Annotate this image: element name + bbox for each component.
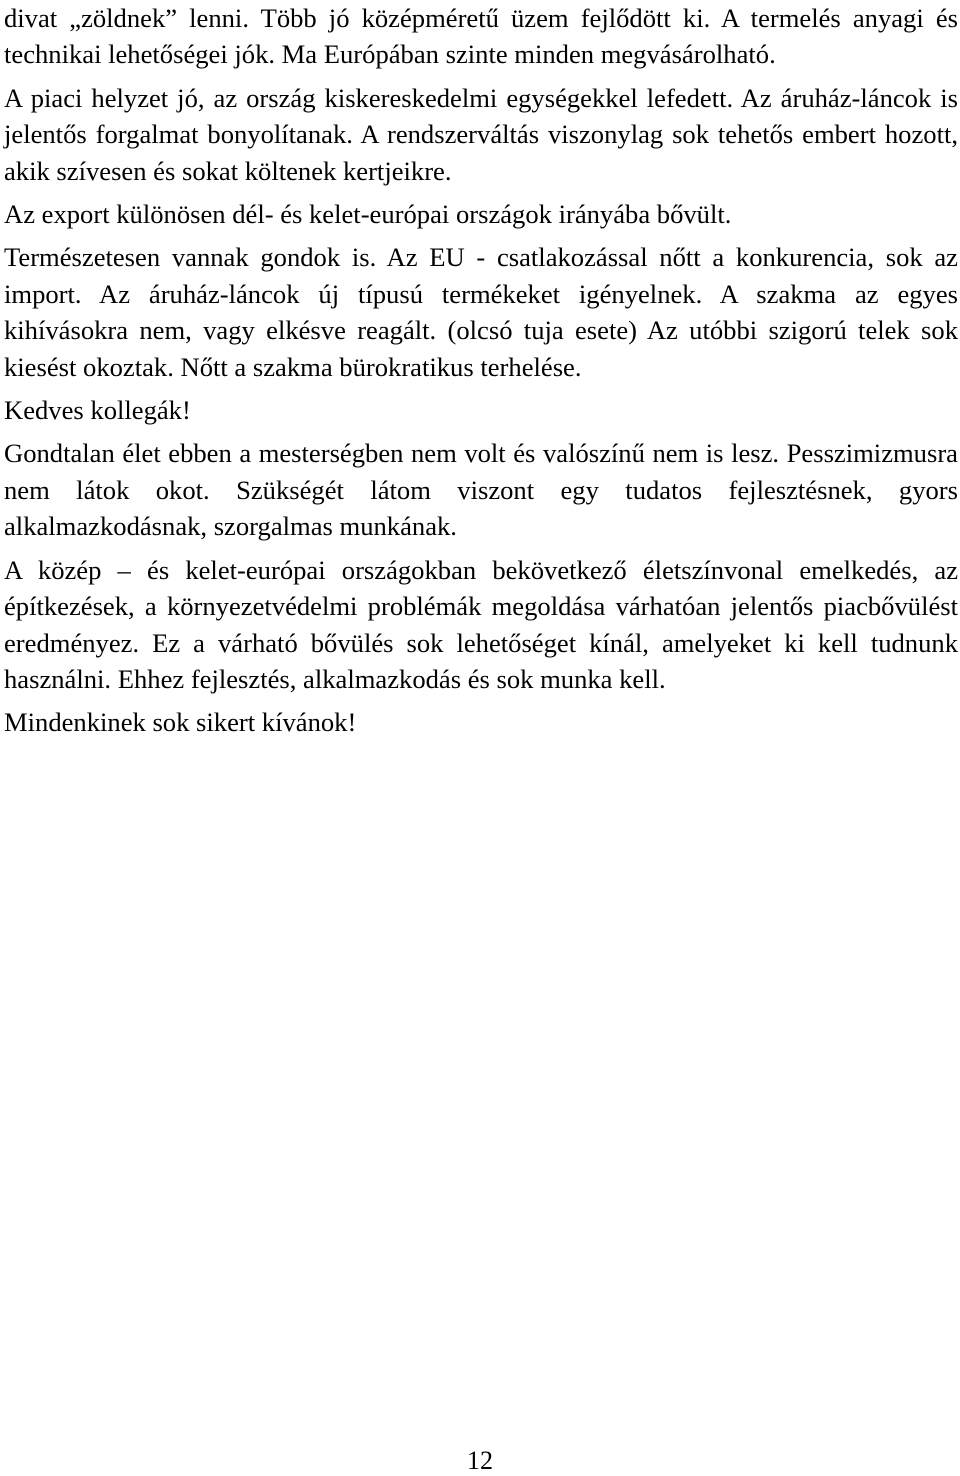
paragraph-6: Gondtalan élet ebben a mesterségben nem volt és valószínű nem is lesz. Pesszimizmusra nem látok okot. Szükségét látom viszont egy tudatos fejlesztésnek, gyors alkalmazkodásnak, szorgalmas munkának. <box>4 438 958 542</box>
paragraph-7: A közép – és kelet-európai országokban bekövetkező életszínvonal emelkedés, az építkezések, a környezetvédelmi problémák megoldása várhatóan jelentős piacbővülést eredményez. Ez a várható bővülés sok lehetőséget kínál, amelyeket ki kell tudnunk használni. Ehhez fejlesztés, alkalmazkodás és sok munka kell. <box>4 554 958 694</box>
document-page <box>4 0 958 748</box>
paragraph-3: Az export különösen dél- és kelet-európai országok irányába bővült. <box>4 199 732 230</box>
paragraph-2: A piaci helyzet jó, az ország kiskereskedelmi egységekkel lefedett. Az áruház-láncok is jelentős forgalmat bonyolítanak. A rendszerváltás viszonylag sok tehetős embert hozott, akik szívesen és sokat költenek kertjeikre. <box>4 82 958 186</box>
paragraph-1: divat „zöldnek” lenni. Több jó középméretű üzem fejlődött ki. A termelés anyagi és technikai lehetőségei jók. Ma Európában szinte minden megvásárolható. <box>4 3 958 70</box>
paragraph-4: Természetesen vannak gondok is. Az EU - csatlakozással nőtt a konkurencia, sok az import. Az áruház-láncok új típusú termékeket igényelnek. A szakma az egyes kihívásokra nem, vagy elkésve reagált. (olcsó tuja esete) Az utóbbi szigorú telek sok kiesést okoztak. Nőtt a szakma bürokratikus terhelése. <box>4 242 958 382</box>
page-number: 12 <box>467 1446 493 1475</box>
paragraph-8: Mindenkinek sok sikert kívánok! <box>4 707 357 738</box>
paragraph-5: Kedves kollegák! <box>4 395 191 426</box>
